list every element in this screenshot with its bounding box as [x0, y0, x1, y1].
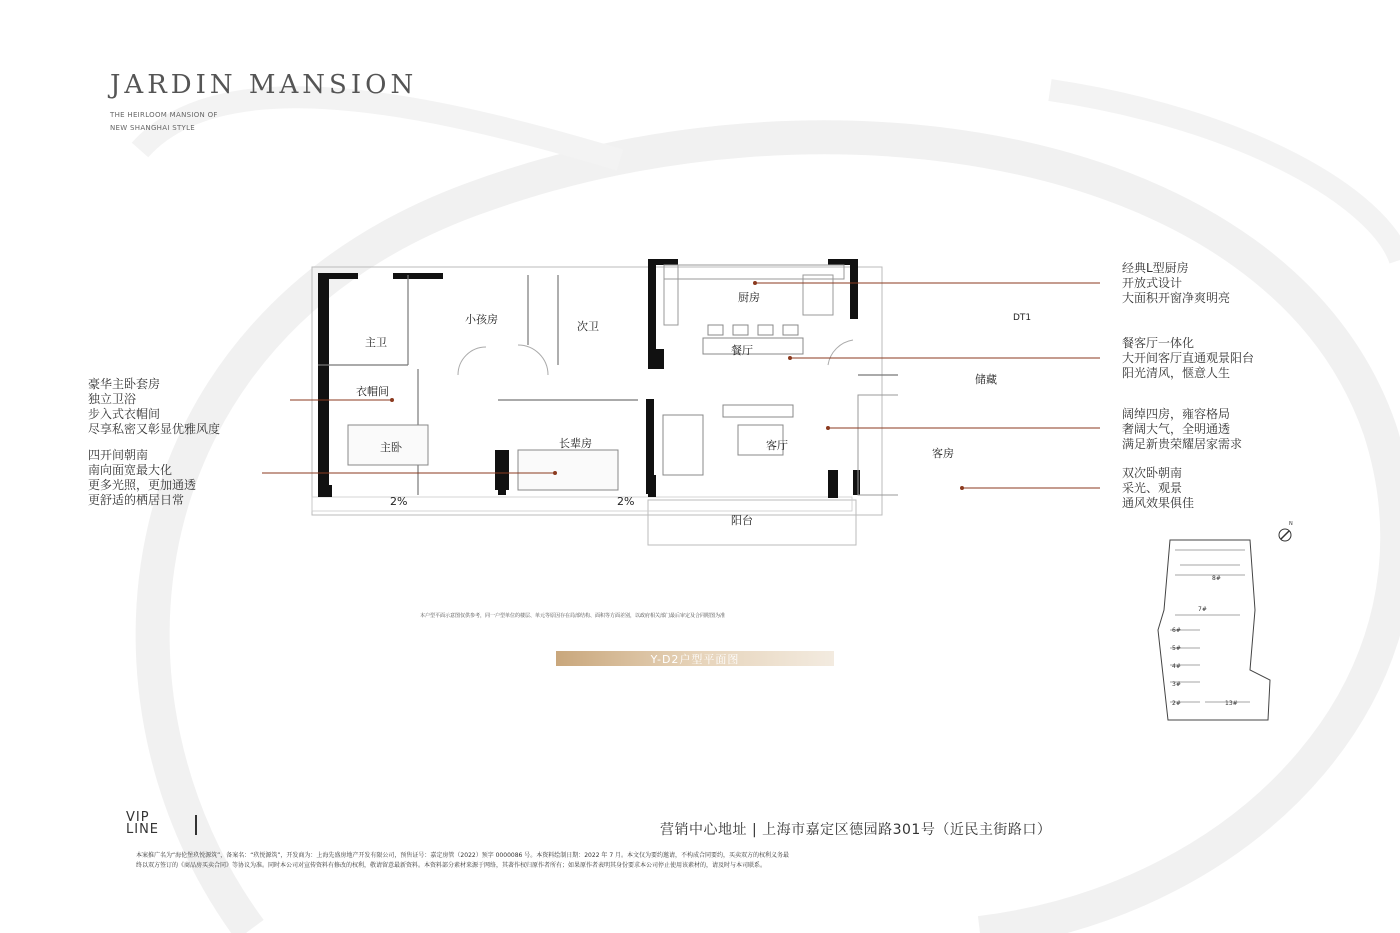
room-master-bedroom: 主卧: [380, 441, 402, 454]
vip-line-logo: [126, 812, 159, 836]
plan-title: Y-D2户型平面图: [650, 652, 740, 666]
room-elder: 长辈房: [559, 437, 592, 450]
brand-title: JARDIN MANSION: [110, 70, 418, 100]
building-label: 5#: [1172, 645, 1181, 652]
callout-line: 阳光清风，惬意人生: [1122, 366, 1231, 380]
callout-four-bedrooms: [1122, 407, 1242, 452]
room-storage: 储藏: [975, 373, 997, 386]
callout-dining-living: [1122, 336, 1254, 381]
callout-line: 餐客厅一体化: [1122, 336, 1195, 350]
callout-line: 奢阔大气，全明通透: [1122, 422, 1231, 436]
plan-disclaimer: 本户型平面示意图仅供参考，同一户型单位的楼层、单元等原因存在局部结构、面积等方面差别，以政府相关部门最后审定及合同附图为准: [420, 613, 726, 619]
fine-print-1: 本案推广名为“海伦堡玖悦源筑”，备案名：“玖悦源筑”，开发商为：上海先盛房地产开发有限公司，预售证号：嘉定房管（2022）预字 0000086 号。本资料绘制日期：2022 年 7 月。本文仅为要约邀请，不构成合同要约，买卖双方的权利义务最: [136, 852, 790, 859]
callout-line: 南向面宽最大化: [88, 463, 173, 477]
sales-center-address: 营销中心地址 | 上海市嘉定区德园路301号（近民主街路口）: [660, 822, 1052, 838]
building-label: 7#: [1198, 606, 1207, 613]
callout-line: 大开间客厅直通观景阳台: [1122, 351, 1255, 365]
callout-kitchen: [1122, 261, 1230, 306]
slope-left: 2%: [390, 495, 408, 508]
north-arrow-icon: [1279, 521, 1293, 541]
vip-text: VIP: [126, 810, 150, 825]
building-label: 8#: [1212, 575, 1221, 582]
building-label: 4#: [1172, 663, 1181, 670]
room-dining: 餐厅: [731, 344, 753, 357]
callout-master-suite: [88, 377, 220, 437]
callout-line: 阔绰四房，雍容格局: [1122, 407, 1231, 421]
callout-line: 四开间朝南: [88, 448, 149, 462]
slope-right: 2%: [617, 495, 635, 508]
svg-text:N: N: [1289, 521, 1293, 527]
vip-divider: [195, 815, 197, 835]
elevator-label: DT1: [1013, 313, 1032, 323]
building-label: 3#: [1172, 681, 1181, 688]
callout-dot: [553, 471, 557, 475]
callout-line: 经典L型厨房: [1122, 261, 1189, 275]
callout-line: 通风效果俱佳: [1122, 496, 1195, 510]
building-label: 6#: [1172, 627, 1181, 634]
room-master-bath: 主卫: [365, 336, 387, 349]
building-label: 2#: [1172, 700, 1181, 707]
callout-second-bedrooms: [1122, 466, 1194, 511]
callout-dot: [788, 356, 792, 360]
callout-line: 双次卧朝南: [1122, 466, 1183, 480]
callout-line: 更多光照，更加通透: [88, 478, 197, 492]
line-text: LINE: [126, 822, 160, 837]
callout-line: 步入式衣帽间: [88, 407, 161, 421]
callout-dot: [826, 426, 830, 430]
room-closet: 衣帽间: [356, 385, 389, 398]
callout-line: 独立卫浴: [88, 392, 137, 406]
callout-dot: [960, 486, 964, 490]
brand-subtitle-2: NEW SHANGHAI STYLE: [110, 124, 196, 132]
room-guest: 客房: [932, 447, 954, 460]
building-label: 13#: [1225, 700, 1238, 707]
room-kitchen: 厨房: [738, 291, 760, 304]
callout-line: 开放式设计: [1122, 276, 1183, 290]
room-living: 客厅: [766, 439, 788, 452]
callout-line: 更舒适的栖居日常: [88, 493, 185, 507]
callout-line: 大面积开窗净爽明亮: [1122, 291, 1231, 305]
callout-line: 豪华主卧套房: [88, 377, 161, 391]
brand-subtitle-1: THE HEIRLOOM MANSION OF: [110, 111, 218, 119]
callout-south-facing: [88, 448, 196, 508]
callout-line: 满足新贵荣耀居家需求: [1122, 437, 1243, 451]
room-kids: 小孩房: [465, 313, 498, 326]
callout-dot: [753, 281, 757, 285]
callout-line: 尽享私密又彰显优雅风度: [88, 422, 221, 436]
room-second-bath: 次卫: [577, 320, 599, 333]
callout-dot: [390, 398, 394, 402]
callout-line: 采光、观景: [1122, 481, 1183, 495]
site-plan: [1150, 520, 1310, 730]
plan-title-bar: [556, 651, 834, 666]
fine-print-2: 终以双方签订的《商品房买卖合同》等协议为准。同时本公司对宣传资料有修改的权利，敬请留意最新资料。本资料部分素材来源于网络，其著作权归原作者所有；如果原作者表明其身份要求本公司停止使用该素材的，请及时与本司联系。: [136, 862, 767, 869]
room-balcony: 阳台: [731, 514, 753, 527]
